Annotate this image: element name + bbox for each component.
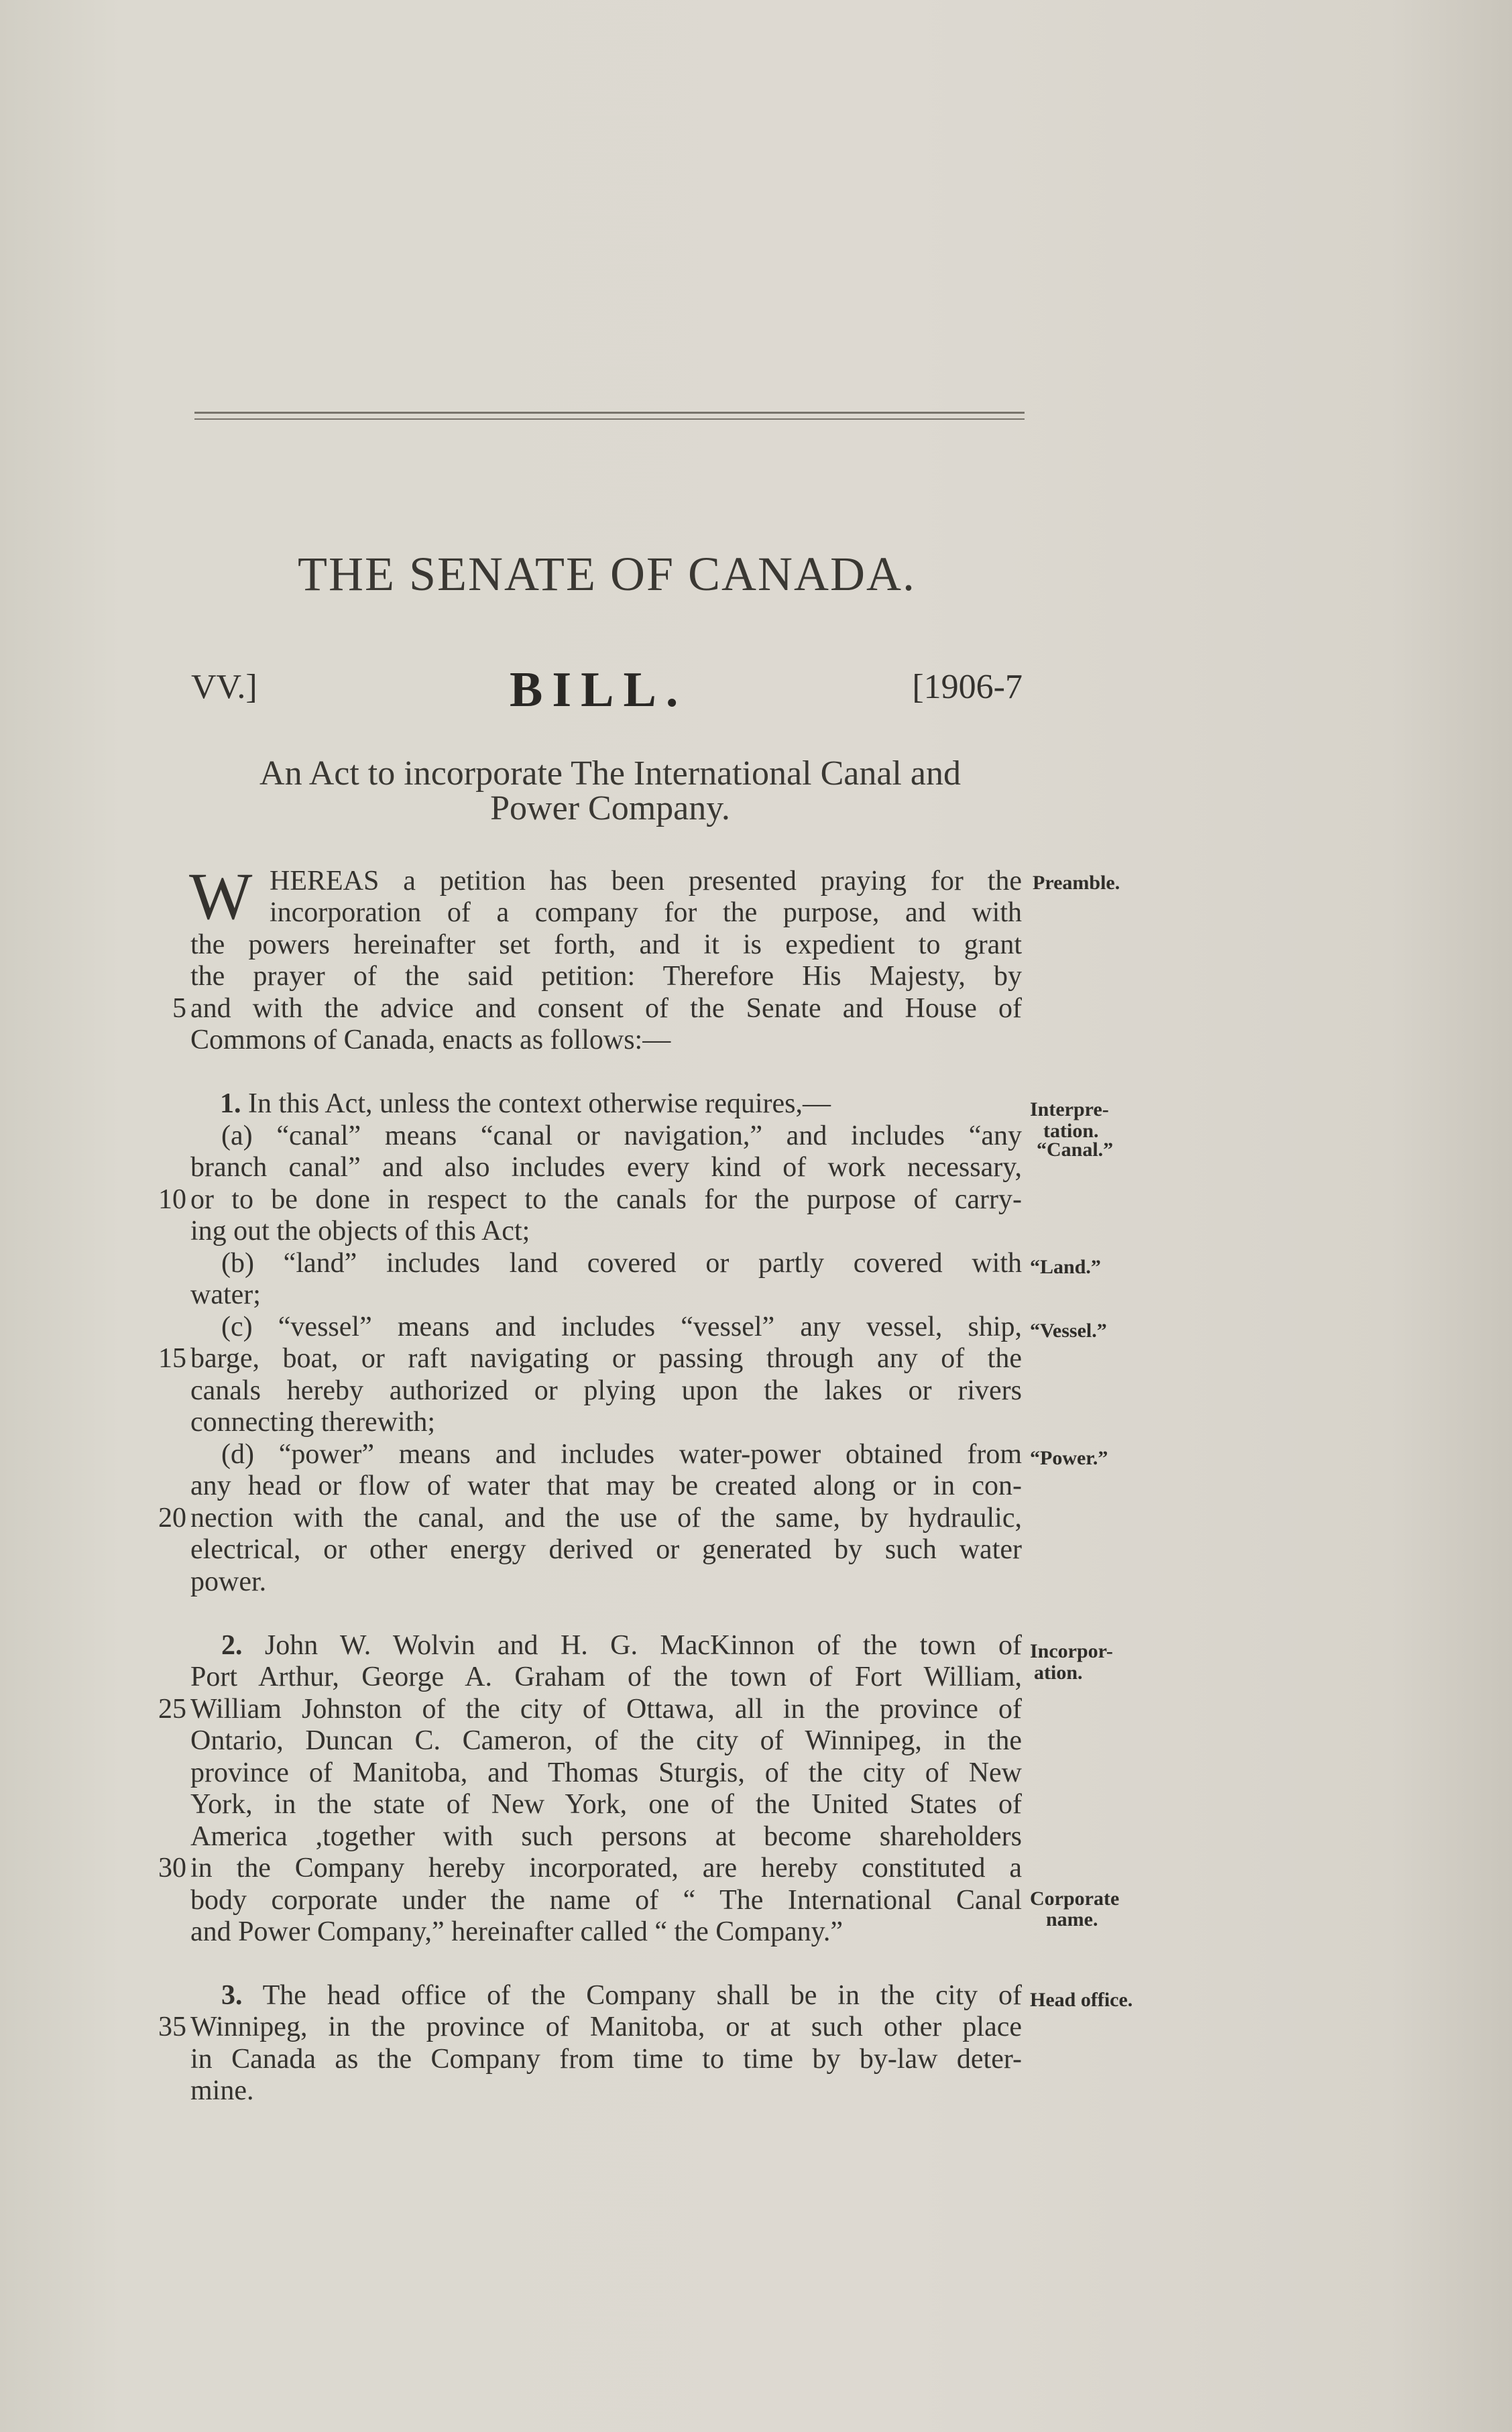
section-3-line: 3. The head office of the Company shall be in the city of bbox=[221, 1980, 1022, 2011]
section-1-line: power. bbox=[190, 1566, 267, 1597]
line-number: 20 bbox=[158, 1503, 186, 1533]
section-2-line: in the Company hereby incorporated, are hereby constituted a bbox=[190, 1853, 1022, 1884]
top-rule-thin bbox=[194, 418, 1025, 420]
section-1-line: nection with the canal, and the use of the same, by hydraulic, bbox=[190, 1503, 1022, 1533]
bill-heading-row bbox=[191, 662, 1023, 721]
bill-session: [1906-7 bbox=[912, 668, 1023, 706]
section-2-line: and Power Company,” hereinafter called “ the Company.” bbox=[190, 1916, 844, 1947]
line-number: 15 bbox=[158, 1343, 186, 1374]
section-1-line: ing out the objects of this Act; bbox=[190, 1216, 530, 1247]
section-1-number: 1. bbox=[220, 1088, 241, 1119]
section-3-line: mine. bbox=[190, 2075, 254, 2106]
preamble-line: Commons of Canada, enacts as follows:— bbox=[190, 1025, 671, 1055]
margin-note-incorporation: ation. bbox=[1034, 1662, 1083, 1684]
margin-note-incorporation: Incorpor- bbox=[1030, 1640, 1113, 1662]
margin-note-head-office: Head office. bbox=[1030, 1989, 1133, 2011]
section-2-line: Port Arthur, George A. Graham of the town of Fort William, bbox=[190, 1662, 1022, 1692]
section-2-line: William Johnston of the city of Ottawa, all in the province of bbox=[190, 1694, 1022, 1725]
section-1-line: (c) “vessel” means and includes “vessel” any vessel, ship, bbox=[221, 1312, 1022, 1342]
section-1-line: 1. In this Act, unless the context otherwise requires,— bbox=[220, 1088, 831, 1119]
line-number: 30 bbox=[158, 1853, 186, 1884]
section-2-number: 2. bbox=[221, 1630, 243, 1661]
preamble-line: and with the advice and consent of the Senate and House of bbox=[190, 993, 1022, 1024]
line-number: 35 bbox=[158, 2012, 186, 2042]
section-1-line: water; bbox=[190, 1279, 261, 1310]
preamble-line: the prayer of the said petition: Therefore His Majesty, by bbox=[190, 961, 1022, 992]
section-1-line: barge, boat, or raft navigating or passing through any of the bbox=[190, 1343, 1022, 1374]
section-2-line: 2. John W. Wolvin and H. G. MacKinnon of the town of bbox=[221, 1630, 1022, 1661]
line-number: 10 bbox=[158, 1184, 186, 1215]
section-2-line: America ,together with such persons at become shareholders bbox=[190, 1821, 1022, 1852]
section-2-line: body corporate under the name of “ The International Canal bbox=[190, 1885, 1022, 1916]
margin-note-interpretation: Interpre- bbox=[1030, 1098, 1109, 1120]
section-1-line: (d) “power” means and includes water-power obtained from bbox=[221, 1439, 1022, 1470]
section-1-line: or to be done in respect to the canals for the purpose of carry- bbox=[190, 1184, 1022, 1215]
bill-word: BILL. bbox=[510, 662, 688, 717]
preamble-line: HEREAS a petition has been presented praying for the bbox=[270, 866, 1022, 896]
section-1-line: (a) “canal” means “canal or navigation,” and includes “any bbox=[221, 1120, 1022, 1151]
bill-number: VV.] bbox=[191, 668, 257, 706]
preamble-line: the powers hereinafter set forth, and it is expedient to grant bbox=[190, 929, 1022, 960]
margin-note-canal: “Canal.” bbox=[1037, 1139, 1114, 1161]
section-1-line: connecting therewith; bbox=[190, 1407, 436, 1438]
preamble-dropcap: W bbox=[189, 859, 253, 933]
margin-note-corporate-name: Corporate bbox=[1030, 1888, 1120, 1910]
margin-note-power: “Power.” bbox=[1030, 1447, 1108, 1469]
section-2-line: York, in the state of New York, one of the United States of bbox=[190, 1789, 1022, 1820]
bill-title-line: An Act to incorporate The International Canal and bbox=[259, 754, 961, 793]
section-3-line: Winnipeg, in the province of Manitoba, or at such other place bbox=[190, 2012, 1022, 2042]
section-2-line: province of Manitoba, and Thomas Sturgis, of the city of New bbox=[190, 1757, 1022, 1788]
section-1-line: any head or flow of water that may be created along or in con- bbox=[190, 1470, 1022, 1501]
margin-note-preamble: Preamble. bbox=[1033, 872, 1120, 894]
section-1-line: electrical, or other energy derived or generated by such water bbox=[190, 1534, 1022, 1565]
section-3-number: 3. bbox=[221, 1980, 243, 2011]
chamber-heading: THE SENATE OF CANADA. bbox=[298, 547, 916, 601]
section-3-line: in Canada as the Company from time to time by by-law deter- bbox=[190, 2044, 1022, 2075]
section-1-line: branch canal” and also includes every kind of work necessary, bbox=[190, 1152, 1022, 1183]
section-1-line: canals hereby authorized or plying upon the lakes or rivers bbox=[190, 1375, 1022, 1406]
margin-note-interpretation: tation. bbox=[1043, 1120, 1099, 1142]
bill-title-line: Power Company. bbox=[490, 789, 730, 827]
section-1-line: (b) “land” includes land covered or partly covered with bbox=[221, 1248, 1022, 1279]
top-rule bbox=[194, 412, 1025, 414]
bill-title bbox=[194, 756, 1026, 826]
margin-note-corporate-name: name. bbox=[1046, 1908, 1098, 1930]
preamble-line: incorporation of a company for the purpose, and with bbox=[270, 897, 1022, 928]
line-number: 5 bbox=[172, 993, 186, 1024]
margin-note-vessel: “Vessel.” bbox=[1030, 1320, 1107, 1342]
section-2-line: Ontario, Duncan C. Cameron, of the city of Winnipeg, in the bbox=[190, 1725, 1022, 1756]
margin-note-land: “Land.” bbox=[1030, 1256, 1101, 1278]
line-number: 25 bbox=[158, 1694, 186, 1725]
